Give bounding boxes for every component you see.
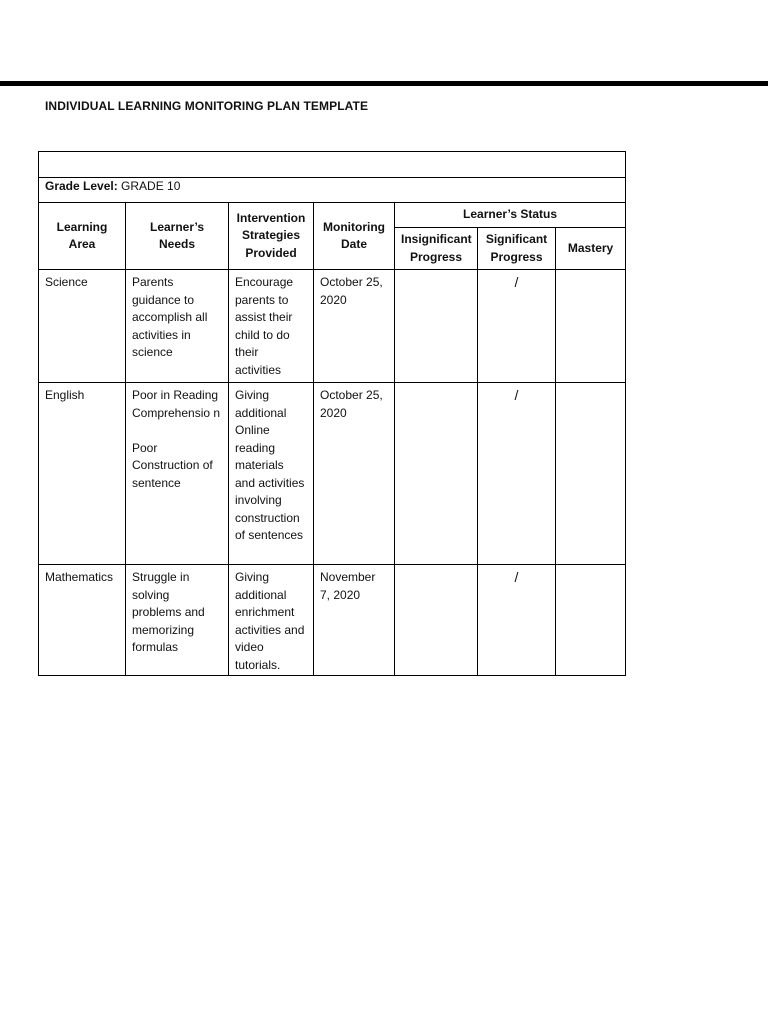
learning-area-cell: Science (39, 270, 126, 383)
monitoring-date-cell: October 25, 2020 (314, 270, 395, 383)
table-row (39, 565, 626, 676)
insignificant-progress-cell (395, 270, 478, 383)
table-row (39, 270, 626, 383)
header-mastery: Mastery (556, 228, 626, 270)
header-learning-area: Learning Area (39, 203, 126, 270)
header-learners-needs: Learner’s Needs (126, 203, 229, 270)
significant-progress-cell: / (478, 565, 556, 676)
learners-needs-cell (126, 270, 229, 383)
insignificant-progress-cell (395, 383, 478, 565)
intervention-cell: Giving additional enrichment activities and video tutorials. (229, 565, 314, 676)
mastery-cell (556, 565, 626, 676)
learning-area-cell: English (39, 383, 126, 565)
intervention-cell: Giving additional Online reading materials and activities involving construction of sentences (229, 383, 314, 565)
monitoring-date-cell: November 7, 2020 (314, 565, 395, 676)
mastery-cell (556, 270, 626, 383)
table-row (39, 383, 626, 565)
document-title: INDIVIDUAL LEARNING MONITORING PLAN TEMPLATE (45, 99, 369, 113)
header-row-1 (39, 203, 626, 228)
header-insignificant-progress: Insignificant Progress (395, 228, 478, 270)
grade-level-label: Grade Level: (45, 179, 118, 193)
learning-area-cell: Mathematics (39, 565, 126, 676)
mastery-cell (556, 383, 626, 565)
learners-needs-cell (126, 383, 229, 565)
header-significant-progress: Significant Progress (478, 228, 556, 270)
blank-row (39, 152, 626, 178)
grade-level-row (39, 178, 626, 203)
header-intervention: Intervention Strategies Provided (229, 203, 314, 270)
intervention-cell: Encourage parents to assist their child to do their activities (229, 270, 314, 383)
needs-text: Poor Construction of sentence (132, 440, 213, 490)
learners-needs-cell (126, 565, 229, 676)
header-monitoring-date: Monitoring Date (314, 203, 395, 270)
needs-text: Struggle in solving problems and memorizing formulas (132, 570, 205, 654)
grade-level-cell (39, 178, 626, 203)
monitoring-date-cell: October 25, 2020 (314, 383, 395, 565)
top-rule (0, 81, 768, 86)
needs-text: Parents guidance to accomplish all activities in science (132, 275, 208, 359)
significant-progress-cell: / (478, 383, 556, 565)
significant-progress-cell: / (478, 270, 556, 383)
insignificant-progress-cell (395, 565, 478, 676)
monitoring-plan-table (38, 151, 626, 676)
grade-level-value: GRADE 10 (121, 179, 181, 193)
header-learners-status: Learner’s Status (395, 203, 626, 228)
needs-text: Poor in Reading Comprehensio n (132, 388, 221, 420)
